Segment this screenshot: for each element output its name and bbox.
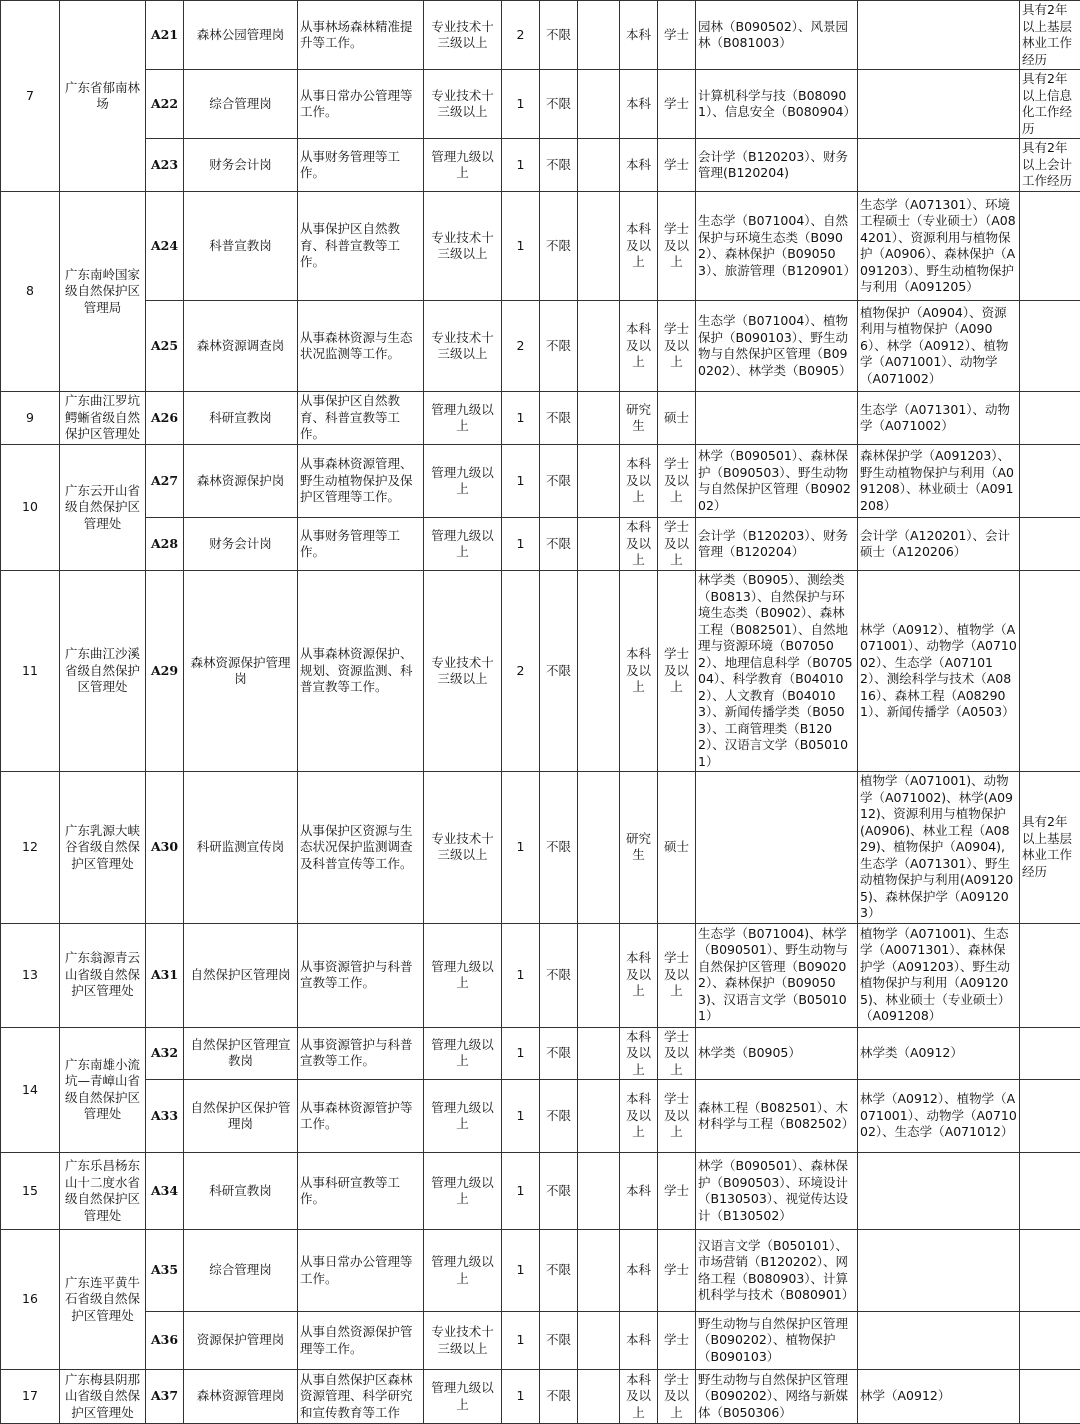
post-grade: 专业技术十三级以上 [424,301,502,392]
education: 本科及以上 [620,923,658,1027]
major-bachelor [696,772,858,924]
hire-count: 1 [502,1370,540,1424]
seq-number: 9 [1,392,60,445]
degree: 学士及以上 [658,1370,696,1424]
major-bachelor: 林学（B090501）、森林保护（B090503）、野生动物与自然保护区管理（B090202） [696,445,858,518]
employer-name: 广东云开山省级自然保护区管理处 [60,445,146,571]
education: 本科 [620,70,658,139]
extra-cell [578,923,620,1027]
other-req [1020,1080,1080,1153]
seq-number: 7 [1,1,60,192]
extra-cell [578,571,620,772]
education: 本科及以上 [620,571,658,772]
post-grade: 管理九级以上 [424,392,502,445]
other-req [1020,392,1080,445]
other-req [1020,192,1080,301]
education: 研究生 [620,392,658,445]
job-code: A36 [146,1312,184,1370]
major-bachelor: 生态学（B071004)、林学（B090501）、野生动物与自然保护区管理（B090202）、森林保护（B090503)、汉语言文学（B050101） [696,923,858,1027]
hire-count: 1 [502,70,540,139]
extra-cell [578,139,620,192]
extra-cell [578,70,620,139]
duty-desc: 从事森林资源与生态状况监测等工作。 [298,301,424,392]
hire-count: 1 [502,1312,540,1370]
post-name: 科普宣教岗 [184,192,298,301]
education: 研究生 [620,772,658,924]
seq-number: 13 [1,923,60,1027]
major-master: 植物保护（A0904）、资源利用与植物保护（A0906）、林学（A0912）、植物学（A071001）、动物学（A071002） [858,301,1020,392]
post-name: 自然保护区管理宣教岗 [184,1027,298,1080]
seq-number: 14 [1,1027,60,1153]
other-req: 具有2年以上会计工作经历 [1020,139,1080,192]
post-grade: 专业技术十三级以上 [424,772,502,924]
job-code: A34 [146,1153,184,1230]
major-bachelor [696,392,858,445]
degree: 学士及以上 [658,301,696,392]
age-limit: 不限 [540,192,578,301]
education: 本科及以上 [620,192,658,301]
post-grade: 管理九级以上 [424,923,502,1027]
seq-number: 15 [1,1153,60,1230]
duty-desc: 从事保护区自然教育、科普宣教等工作。 [298,392,424,445]
age-limit: 不限 [540,1153,578,1230]
degree: 学士 [658,70,696,139]
other-req [1020,1153,1080,1230]
hire-count: 1 [502,923,540,1027]
job-code: A21 [146,1,184,70]
hire-count: 1 [502,1027,540,1080]
extra-cell [578,1,620,70]
extra-cell [578,1080,620,1153]
table-row [1,1230,1080,1312]
degree: 学士及以上 [658,1027,696,1080]
post-name: 森林资源管理岗 [184,1370,298,1424]
extra-cell [578,192,620,301]
post-name: 综合管理岗 [184,1230,298,1312]
duty-desc: 从事森林资源管理、野生动植物保护及保护区管理等工作。 [298,445,424,518]
job-code: A33 [146,1080,184,1153]
degree: 学士 [658,1,696,70]
post-grade: 专业技术十三级以上 [424,1,502,70]
seq-number: 17 [1,1370,60,1424]
education: 本科 [620,1312,658,1370]
education: 本科及以上 [620,1080,658,1153]
other-req [1020,923,1080,1027]
major-bachelor: 生态学（B071004）、自然保护与环境生态类（B0902）、森林保护（B090503）、旅游管理（B120901） [696,192,858,301]
major-master: 林学（A0912） [858,1370,1020,1424]
job-code: A24 [146,192,184,301]
age-limit: 不限 [540,301,578,392]
extra-cell [578,445,620,518]
table-row [1,1,1080,70]
hire-count: 2 [502,571,540,772]
age-limit: 不限 [540,772,578,924]
degree: 学士及以上 [658,571,696,772]
hire-count: 2 [502,1,540,70]
extra-cell [578,1230,620,1312]
post-grade: 管理九级以上 [424,518,502,571]
job-code: A35 [146,1230,184,1312]
employer-name: 广东南雄小流坑—青嶂山省级自然保护区管理处 [60,1027,146,1153]
post-name: 森林资源保护岗 [184,445,298,518]
table-row [1,1370,1080,1424]
other-req [1020,1027,1080,1080]
major-master: 生态学（A071301）、环境工程硕士（专业硕士）（A084201）、资源利用与植物保护（A0906）、森林保护（A091203）、野生动植物保护与利用（A091205） [858,192,1020,301]
education: 本科 [620,1153,658,1230]
major-bachelor: 园林（B090502）、风景园林（B081003） [696,1,858,70]
hire-count: 1 [502,1080,540,1153]
duty-desc: 从事日常办公管理等工作。 [298,70,424,139]
post-grade: 管理九级以上 [424,1080,502,1153]
degree: 学士 [658,1312,696,1370]
degree: 学士及以上 [658,192,696,301]
education: 本科及以上 [620,301,658,392]
age-limit: 不限 [540,518,578,571]
job-code: A22 [146,70,184,139]
post-name: 科研宣教岗 [184,1153,298,1230]
major-bachelor: 林学类（B0905） [696,1027,858,1080]
table-body [1,1,1080,1424]
major-bachelor: 会计学（B120203）、财务管理（B120204） [696,518,858,571]
other-req [1020,1312,1080,1370]
post-grade: 专业技术十三级以上 [424,571,502,772]
major-bachelor: 林学类（B0905）、测绘类（B0813）、自然保护与环境生态类（B0902）、森林工程（B082501）、自然地理与资源环境（B070502）、地理信息科学（B070504）、科学教育（B040102）、人文教育（B040103）、新闻传播学类（B0503）、工商管理类（B1202）、汉语言文学（B050101） [696,571,858,772]
post-name: 森林资源保护管理岗 [184,571,298,772]
major-master [858,1312,1020,1370]
table-row [1,1027,1080,1080]
degree: 学士 [658,139,696,192]
major-bachelor: 野生动物与自然保护区管理（B090202）、植物保护（B090103） [696,1312,858,1370]
post-name: 资源保护管理岗 [184,1312,298,1370]
post-name: 科研宣教岗 [184,392,298,445]
post-grade: 专业技术十三级以上 [424,70,502,139]
table-row [1,139,1080,192]
post-name: 自然保护区保护管理岗 [184,1080,298,1153]
degree: 学士 [658,1153,696,1230]
degree: 硕士 [658,392,696,445]
duty-desc: 从事保护区资源与生态状况保护监测调查及科普宣传等工作。 [298,772,424,924]
job-code: A32 [146,1027,184,1080]
post-name: 综合管理岗 [184,70,298,139]
age-limit: 不限 [540,392,578,445]
education: 本科 [620,139,658,192]
education: 本科及以上 [620,518,658,571]
duty-desc: 从事日常办公管理等工作。 [298,1230,424,1312]
extra-cell [578,301,620,392]
job-code: A25 [146,301,184,392]
major-bachelor: 汉语言文学（B050101）、市场营销（B120202）、网络工程（B080903）、计算机科学与技术（B080901） [696,1230,858,1312]
post-grade: 管理九级以上 [424,1370,502,1424]
age-limit: 不限 [540,1370,578,1424]
duty-desc: 从事财务管理等工作。 [298,139,424,192]
post-name: 森林资源调查岗 [184,301,298,392]
table-row [1,1080,1080,1153]
duty-desc: 从事森林资源管护等工作。 [298,1080,424,1153]
extra-cell [578,1312,620,1370]
other-req [1020,571,1080,772]
job-code: A26 [146,392,184,445]
degree: 学士及以上 [658,1080,696,1153]
post-grade: 管理九级以上 [424,445,502,518]
major-master [858,70,1020,139]
major-master [858,1230,1020,1312]
duty-desc: 从事森林资源保护、规划、资源监测、科普宣教等工作。 [298,571,424,772]
table-row [1,923,1080,1027]
education: 本科及以上 [620,1370,658,1424]
post-name: 自然保护区管理岗 [184,923,298,1027]
age-limit: 不限 [540,1312,578,1370]
age-limit: 不限 [540,70,578,139]
table-row [1,192,1080,301]
employer-name: 广东南岭国家级自然保护区管理局 [60,192,146,392]
duty-desc: 从事自然资源保护管理等工作。 [298,1312,424,1370]
other-req [1020,1370,1080,1424]
table-row [1,1312,1080,1370]
major-bachelor: 生态学（B071004）、植物保护（B090103）、野生动物与自然保护区管理（B090202）、林学类（B0905） [696,301,858,392]
major-master: 植物学（A071001)、动物学（A071002)、林学(A0912)、资源利用与植物保护(A0906)、林业工程（A0829)、植物保护（A0904),生态学（A071301）、野生动植物保护与利用(A091205)、森林保护学（A091203） [858,772,1020,924]
table-row [1,70,1080,139]
extra-cell [578,392,620,445]
duty-desc: 从事资源管护与科普宣教等工作。 [298,1027,424,1080]
degree: 硕士 [658,772,696,924]
post-name: 森林公园管理岗 [184,1,298,70]
hire-count: 1 [502,392,540,445]
extra-cell [578,1153,620,1230]
employer-name: 广东梅县阴那山省级自然保护区管理处 [60,1370,146,1424]
seq-number: 11 [1,571,60,772]
post-grade: 管理九级以上 [424,1153,502,1230]
post-grade: 管理九级以上 [424,1027,502,1080]
major-bachelor: 林学（B090501）、森林保护（B090503）、环境设计（B130503）、视觉传达设计（B130502） [696,1153,858,1230]
degree: 学士 [658,1230,696,1312]
major-bachelor: 会计学（B120203）、财务管理(B120204) [696,139,858,192]
major-master: 会计学（A120201）、会计硕士（A120206） [858,518,1020,571]
post-grade: 专业技术十三级以上 [424,192,502,301]
major-bachelor: 森林工程（B082501）、木材科学与工程（B082502） [696,1080,858,1153]
major-master: 生态学（A071301）、动物学（A071002） [858,392,1020,445]
job-code: A29 [146,571,184,772]
degree: 学士及以上 [658,445,696,518]
seq-number: 16 [1,1230,60,1370]
post-name: 财务会计岗 [184,518,298,571]
table-row [1,301,1080,392]
table-row [1,772,1080,924]
seq-number: 12 [1,772,60,924]
other-req: 具有2年以上信息化工作经历 [1020,70,1080,139]
table-row [1,518,1080,571]
hire-count: 1 [502,1153,540,1230]
education: 本科 [620,1,658,70]
employer-name: 广东省郁南林场 [60,1,146,192]
major-master [858,139,1020,192]
major-master: 植物学（A071001)、生态学（A0071301）、森林保护学（A091203）、野生动植物保护与利用（A091205)、林业硕士（专业硕士）（A091208） [858,923,1020,1027]
hire-count: 1 [502,1230,540,1312]
post-grade: 管理九级以上 [424,1230,502,1312]
post-grade: 管理九级以上 [424,139,502,192]
major-master: 林学（A0912）、植物学（A071001）、动物学（A071002）、生态学（A071012）、测绘科学与技术（A0816）、森林工程（A082901）、新闻传播学（A0503） [858,571,1020,772]
employer-name: 广东连平黄牛石省级自然保护区管理处 [60,1230,146,1370]
age-limit: 不限 [540,1027,578,1080]
age-limit: 不限 [540,1,578,70]
employer-name: 广东乐昌杨东山十二度水省级自然保护区管理处 [60,1153,146,1230]
extra-cell [578,1027,620,1080]
major-master: 林学（A0912）、植物学（A071001）、动物学（A071002）、生态学（A071012） [858,1080,1020,1153]
table-row [1,1153,1080,1230]
job-code: A30 [146,772,184,924]
table-row [1,445,1080,518]
job-code: A28 [146,518,184,571]
hire-count: 1 [502,139,540,192]
major-master [858,1,1020,70]
extra-cell [578,518,620,571]
employer-name: 广东曲江沙溪省级自然保护区管理处 [60,571,146,772]
age-limit: 不限 [540,445,578,518]
major-master [858,1153,1020,1230]
duty-desc: 从事资源管护与科普宣教等工作。 [298,923,424,1027]
post-name: 财务会计岗 [184,139,298,192]
hire-count: 1 [502,445,540,518]
degree: 学士及以上 [658,518,696,571]
hire-count: 2 [502,301,540,392]
duty-desc: 从事保护区自然教育、科普宣教等工作。 [298,192,424,301]
duty-desc: 从事财务管理等工作。 [298,518,424,571]
employer-name: 广东乳源大峡谷省级自然保护区管理处 [60,772,146,924]
seq-number: 8 [1,192,60,392]
education: 本科及以上 [620,445,658,518]
hire-count: 1 [502,518,540,571]
major-bachelor: 计算机科学与技（B080901）、信息安全（B080904） [696,70,858,139]
major-master: 森林保护学（A091203）、野生动植物保护与利用（A091208）、林业硕士（A091208） [858,445,1020,518]
table-row [1,571,1080,772]
duty-desc: 从事林场森林精准提升等工作。 [298,1,424,70]
post-name: 科研监测宣传岗 [184,772,298,924]
other-req: 具有2年以上基层林业工作经历 [1020,772,1080,924]
extra-cell [578,1370,620,1424]
duty-desc: 从事科研宣教等工作。 [298,1153,424,1230]
hire-count: 1 [502,772,540,924]
age-limit: 不限 [540,571,578,772]
education: 本科 [620,1230,658,1312]
extra-cell [578,772,620,924]
job-code: A37 [146,1370,184,1424]
duty-desc: 从事自然保护区森林资源管理、科学研究和宣传教育等工作 [298,1370,424,1424]
age-limit: 不限 [540,1080,578,1153]
other-req: 具有2年以上基层林业工作经历 [1020,1,1080,70]
other-req [1020,518,1080,571]
table-row [1,392,1080,445]
other-req [1020,445,1080,518]
employer-name: 广东曲江罗坑鳄蜥省级自然保护区管理处 [60,392,146,445]
education: 本科及以上 [620,1027,658,1080]
job-code: A23 [146,139,184,192]
seq-number: 10 [1,445,60,571]
major-master: 林学类（A0912） [858,1027,1020,1080]
other-req [1020,301,1080,392]
employer-name: 广东翁源青云山省级自然保护区管理处 [60,923,146,1027]
degree: 学士及以上 [658,923,696,1027]
post-grade: 专业技术十三级以上 [424,1312,502,1370]
age-limit: 不限 [540,1230,578,1312]
age-limit: 不限 [540,923,578,1027]
job-code: A27 [146,445,184,518]
hire-count: 1 [502,192,540,301]
job-code: A31 [146,923,184,1027]
major-bachelor: 野生动物与自然保护区管理（B090202）、网络与新媒体（B050306） [696,1370,858,1424]
age-limit: 不限 [540,139,578,192]
other-req [1020,1230,1080,1312]
